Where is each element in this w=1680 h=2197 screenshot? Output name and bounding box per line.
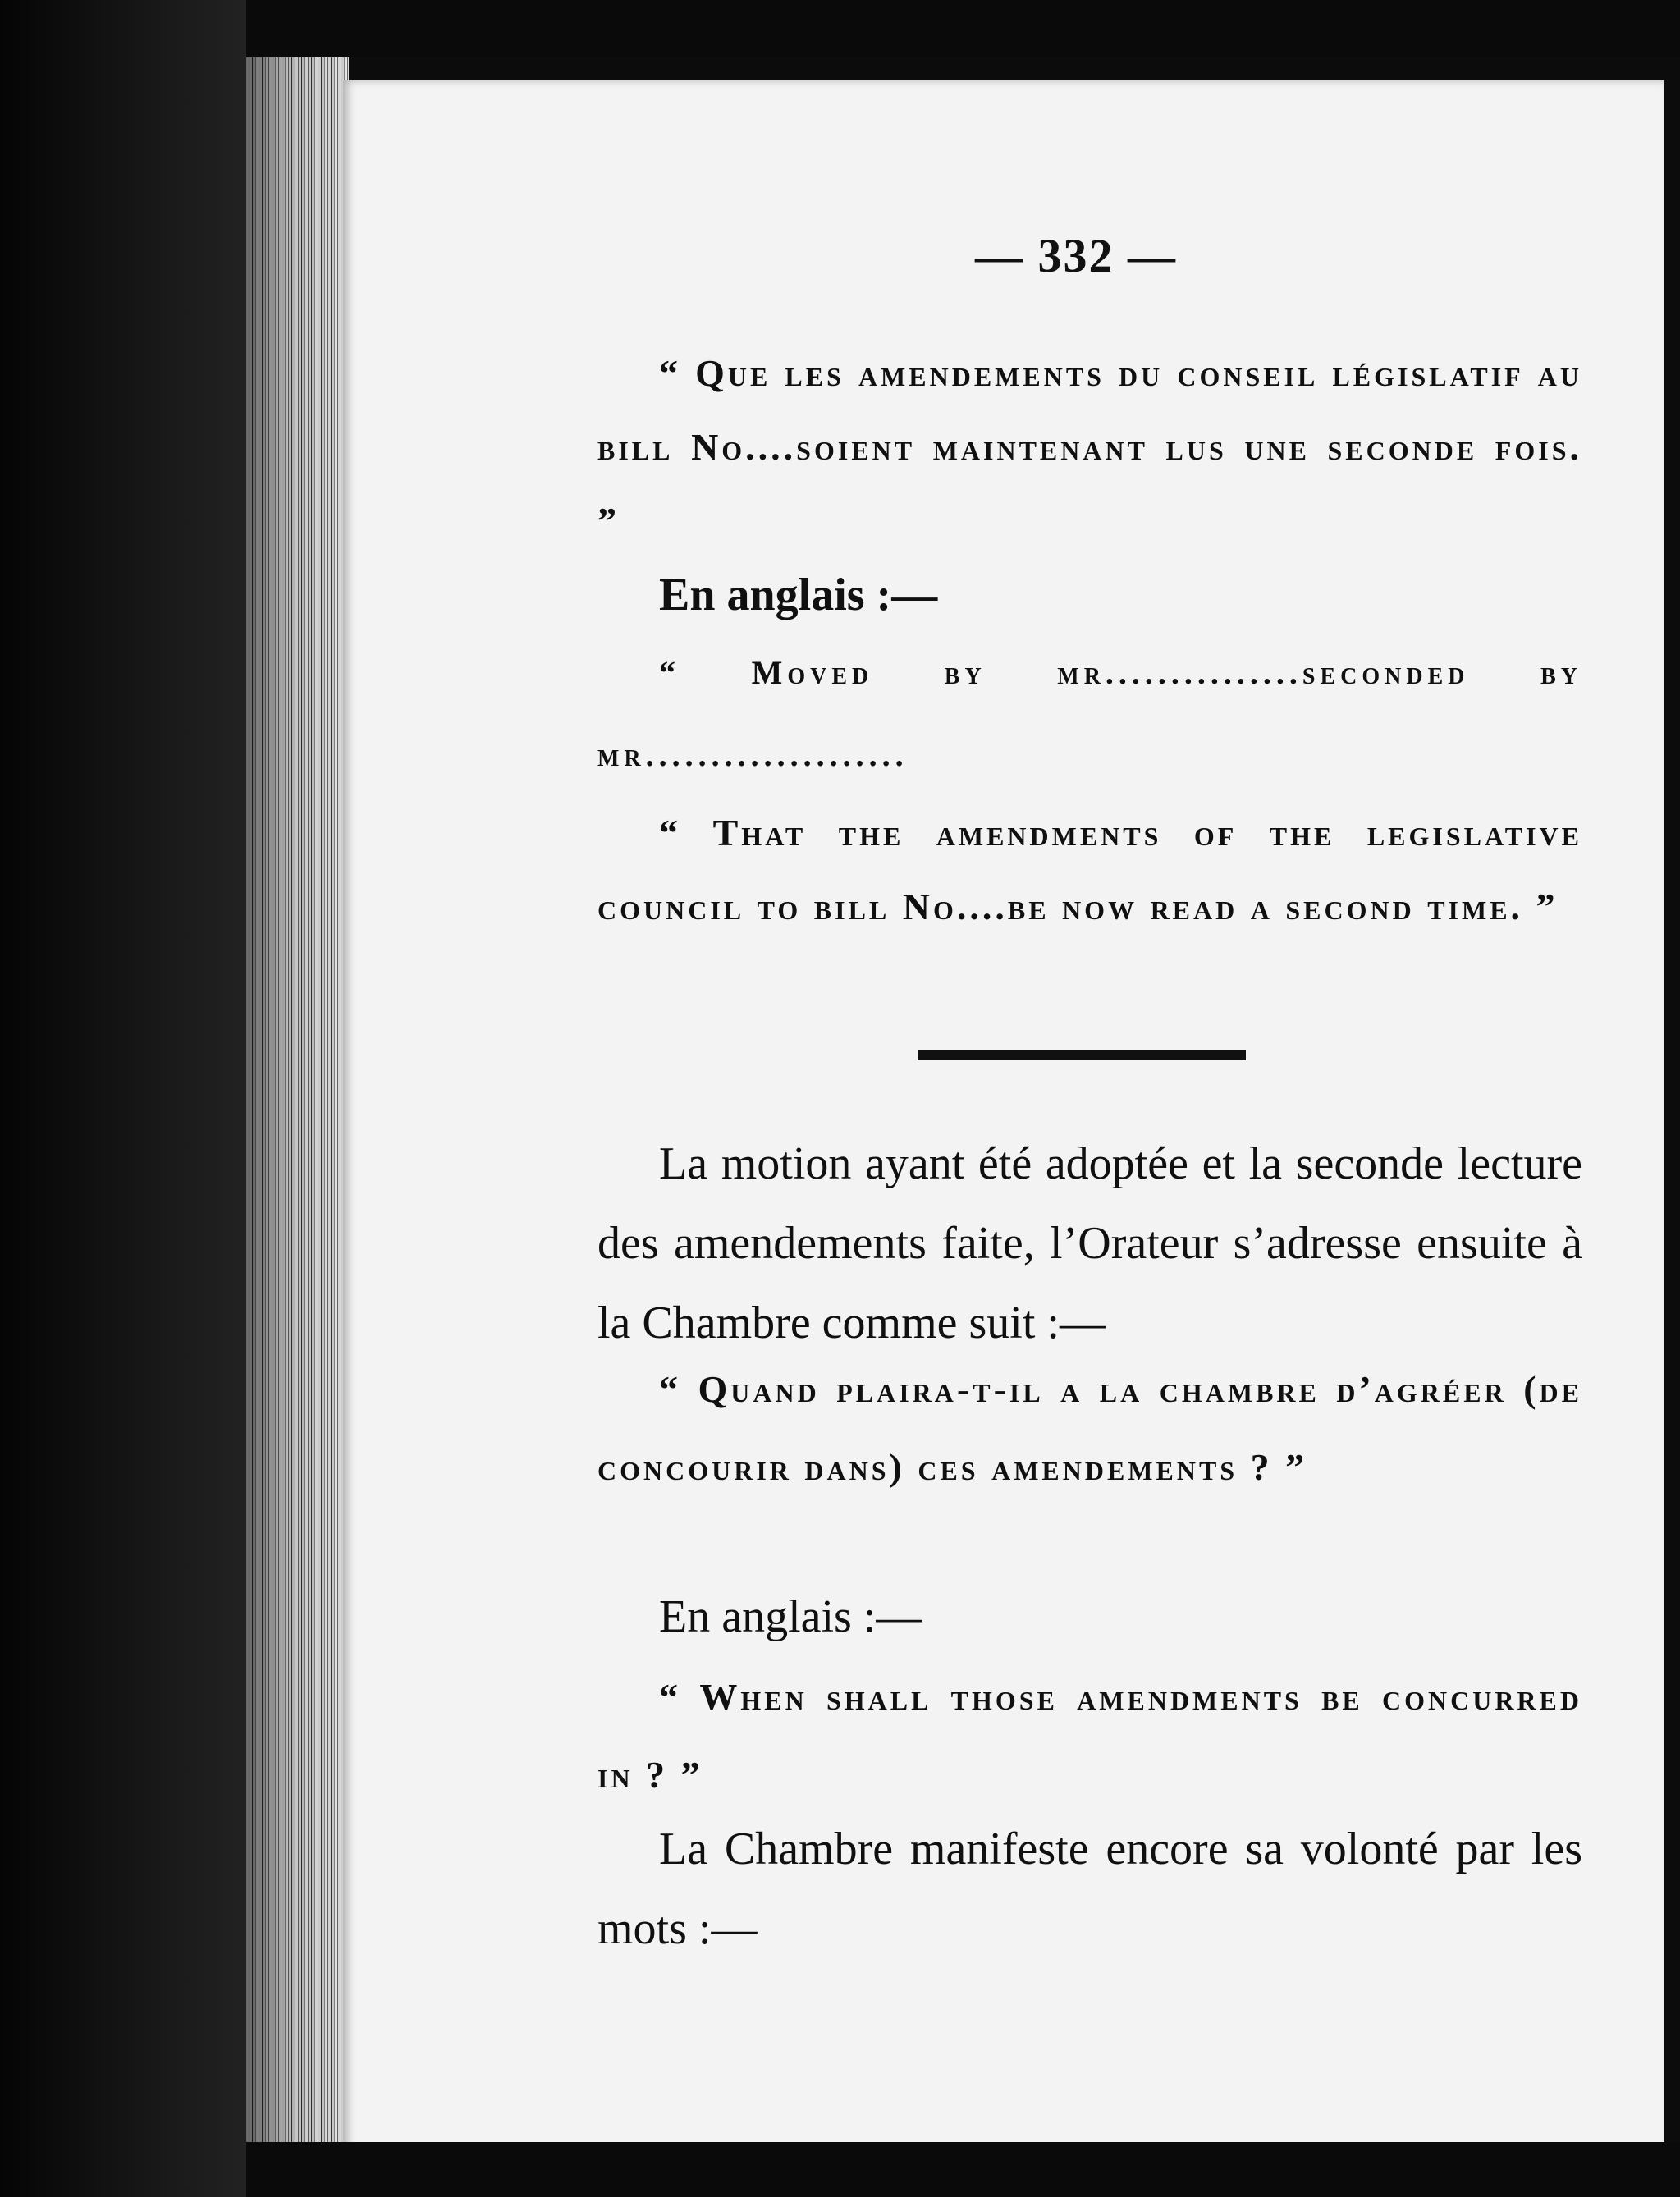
page-number: — 332 — (975, 229, 1177, 282)
scan-background-left (0, 0, 246, 2197)
scan-background-bottom (246, 2142, 1680, 2197)
quote-french-motion: “ Que les amendements du conseil législatif au bill No....soient maintenant lus une seconde fois. ” (597, 352, 1582, 542)
english-label-1: En anglais :— (659, 570, 938, 620)
quote-french-question: “ Quand plaira-t-il a la chambre d’agréer (de concourir dans) ces amendements ? ” (597, 1368, 1582, 1488)
conclusion-paragraph: La Chambre manifeste encore sa volonté par les mots :— (597, 1824, 1582, 1954)
motion-paragraph: La motion ayant été adoptée et la seconde lecture des amendements faite, l’Orateur s’adresse ensuite à la Chambre comme suit :— (597, 1138, 1582, 1348)
book-page-edges-shade (246, 57, 349, 2158)
quote-english-motion: “ That the amendments of the legislative council to bill No....be now read a second time. ” (597, 812, 1582, 927)
scan-background-top (246, 0, 1680, 57)
quote-english-question: “ When shall those amendments be concurred in ? ” (597, 1676, 1582, 1796)
moved-seconded-line: “ Moved by mr...............seconded by mr.................... (597, 654, 1582, 773)
section-divider-rule (918, 1050, 1246, 1060)
english-label-2: En anglais :— (659, 1591, 922, 1642)
